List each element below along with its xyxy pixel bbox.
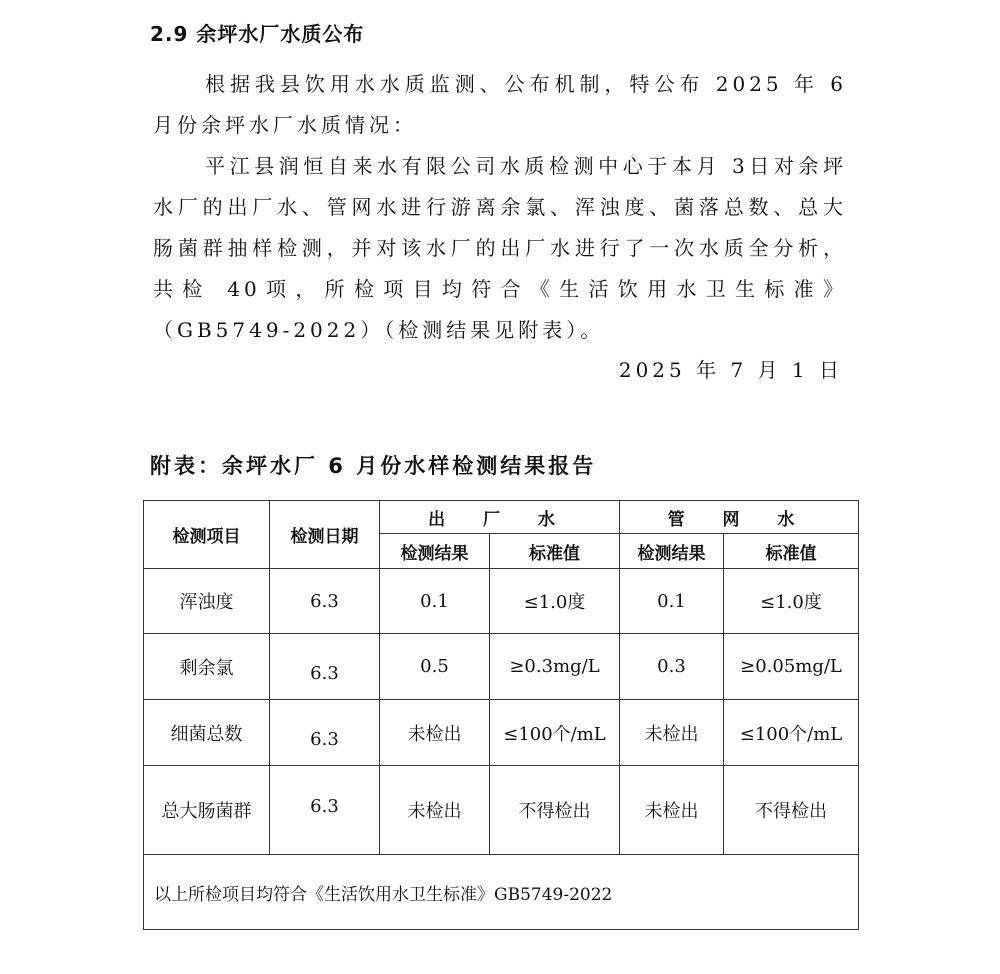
cell-network-result: 0.3 — [620, 634, 724, 700]
header-item: 检测项目 — [144, 501, 270, 569]
cell-date-text: 6.3 — [310, 663, 339, 684]
cell-factory-standard: ≤100个/mL — [490, 700, 620, 766]
cell-factory-standard: ≥0.3mg/L — [490, 634, 620, 700]
header-network-standard: 标准值 — [724, 534, 859, 569]
cell-factory-result: 0.1 — [380, 569, 490, 634]
cell-network-result: 未检出 — [620, 766, 724, 855]
table-row — [144, 634, 859, 700]
cell-factory-result: 0.5 — [380, 634, 490, 700]
cell-network-standard: ≥0.05mg/L — [724, 634, 859, 700]
table-row — [144, 569, 859, 634]
cell-item: 总大肠菌群 — [144, 766, 270, 855]
header-network-water: 管 网 水 — [620, 501, 859, 534]
intro-paragraph-2: 平江县润恒自来水有限公司水质检测中心于本月 3日对余坪水厂的出厂水、管网水进行游离余氯、浑浊度、菌落总数、总大肠菌群抽样检测，并对该水厂的出厂水进行了一次水质全分析，共检 40项，所检项目均符合《生活饮用水卫生标准》（GB5749-2022）（检测结果见附表）。 — [153, 154, 847, 342]
header-network-result: 检测结果 — [620, 534, 724, 569]
cell-network-standard: 不得检出 — [724, 766, 859, 855]
cell-factory-result: 未检出 — [380, 700, 490, 766]
cell-date-text: 6.3 — [310, 729, 339, 750]
report-table-title: 附表：余坪水厂 6 月份水样检测结果报告 — [150, 454, 597, 478]
header-date: 检测日期 — [270, 501, 380, 569]
header-factory-water: 出 厂 水 — [380, 501, 620, 534]
table-footer-note: 以上所检项目均符合《生活饮用水卫生标准》GB5749-2022 — [144, 855, 859, 930]
publish-date: 2025 年 7 月 1 日 — [618, 358, 843, 382]
water-quality-report-table — [143, 500, 859, 930]
intro-paragraph-1: 根据我县饮用水水质监测、公布机制，特公布 2025 年 6 月份余坪水厂水质情况： — [153, 72, 847, 137]
header-factory-result: 检测结果 — [380, 534, 490, 569]
header-factory-standard: 标准值 — [490, 534, 620, 569]
cell-network-standard: ≤1.0度 — [724, 569, 859, 634]
cell-date — [270, 700, 380, 766]
table-row — [144, 700, 859, 766]
cell-item: 剩余氯 — [144, 634, 270, 700]
cell-network-result: 0.1 — [620, 569, 724, 634]
section-title: 2.9 余坪水厂水质公布 — [150, 22, 365, 46]
cell-network-standard: ≤100个/mL — [724, 700, 859, 766]
cell-factory-standard: ≤1.0度 — [490, 569, 620, 634]
cell-date-text: 6.3 — [310, 795, 339, 817]
cell-date — [270, 766, 380, 855]
cell-date: 6.3 — [270, 569, 380, 634]
cell-factory-standard: 不得检出 — [490, 766, 620, 855]
cell-item: 浑浊度 — [144, 569, 270, 634]
table-footer-row — [144, 855, 859, 930]
table-header-row-1 — [144, 501, 859, 534]
cell-factory-result: 未检出 — [380, 766, 490, 855]
cell-date — [270, 634, 380, 700]
cell-network-result: 未检出 — [620, 700, 724, 766]
table-row — [144, 766, 859, 855]
cell-item: 细菌总数 — [144, 700, 270, 766]
